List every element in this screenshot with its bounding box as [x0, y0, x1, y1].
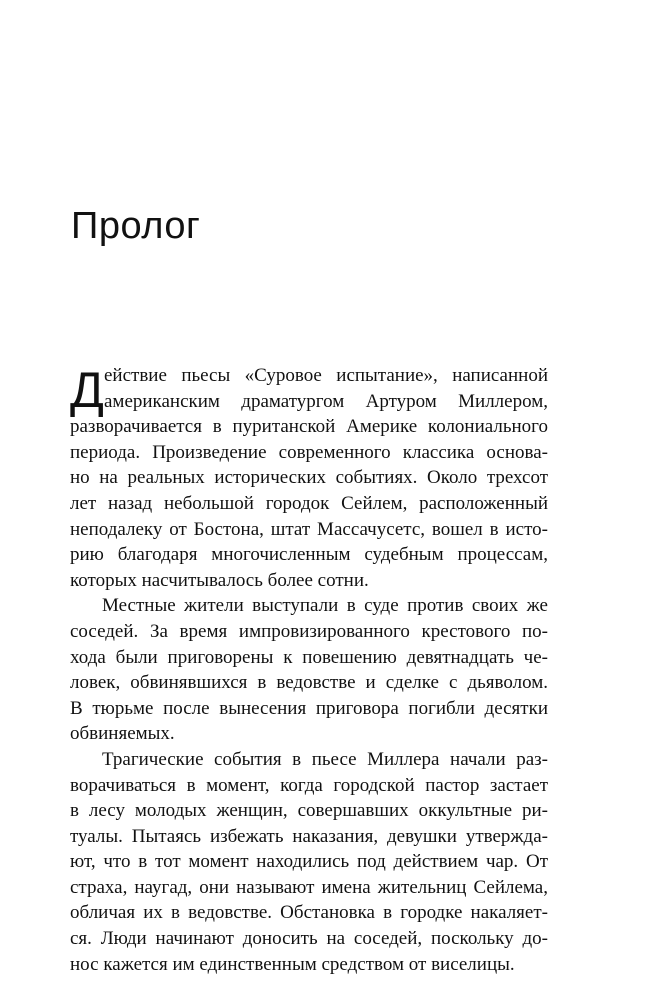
text-line: ействие пьесы «Суровое испытание», написанной [104, 365, 548, 386]
text-line: ют, что в тот момент находились под действием чар. От [70, 851, 548, 873]
text-line: туалы. Пытаясь избежать наказания, девушки утвержда- [70, 825, 548, 847]
text-line: американским драматургом Артуром Миллером, [104, 390, 548, 412]
text-line: ловек, обвинявшихся в ведовстве и сделке с дьяволом. [70, 672, 548, 694]
text-line: в лесу молодых женщин, совершавших оккультные ри- [70, 800, 548, 822]
text-line: периода. Произведение современного классика основа- [70, 441, 548, 463]
text-line: ся. Люди начинают доносить на соседей, поскольку до- [70, 928, 548, 950]
text-line: хода были приговорены к повешению девятнадцать че- [70, 646, 548, 668]
text-line: Местные жители выступали в суде против своих же [102, 595, 548, 617]
text-line: обвиняемых. [70, 723, 175, 745]
text-line: рию благодаря многочисленным судебным процессам, [70, 544, 548, 566]
text-line: неподалеку от Бостона, штат Массачусетс, вошел в исто- [70, 518, 548, 540]
text-line: нос кажется им единственным средством от виселицы. [70, 953, 515, 975]
text-line: Трагические события в пьесе Миллера начали раз- [102, 748, 548, 770]
text-line: но на реальных исторических событиях. Около трехсот [70, 467, 548, 489]
chapter-body [70, 363, 548, 977]
drop-cap: Д [70, 362, 104, 418]
text-line: лет назад небольшой городок Сейлем, расположенный [70, 492, 548, 514]
text-line: страха, наугад, они называют имена жительниц Сейлема, [70, 876, 548, 898]
chapter-title: Пролог [71, 205, 201, 247]
text-line: ворачиваться в момент, когда городской пастор застает [70, 774, 548, 796]
text-line: обличая их в ведовстве. Обстановка в городке накаляет- [70, 902, 548, 924]
text-line: соседей. За время импровизированного крестового по- [70, 620, 548, 642]
text-line: которых насчитывалось более сотни. [70, 569, 369, 591]
text-line: разворачивается в пуританской Америке колониального [70, 416, 548, 438]
text-line: В тюрьме после вынесения приговора погибли десятки [70, 697, 548, 719]
